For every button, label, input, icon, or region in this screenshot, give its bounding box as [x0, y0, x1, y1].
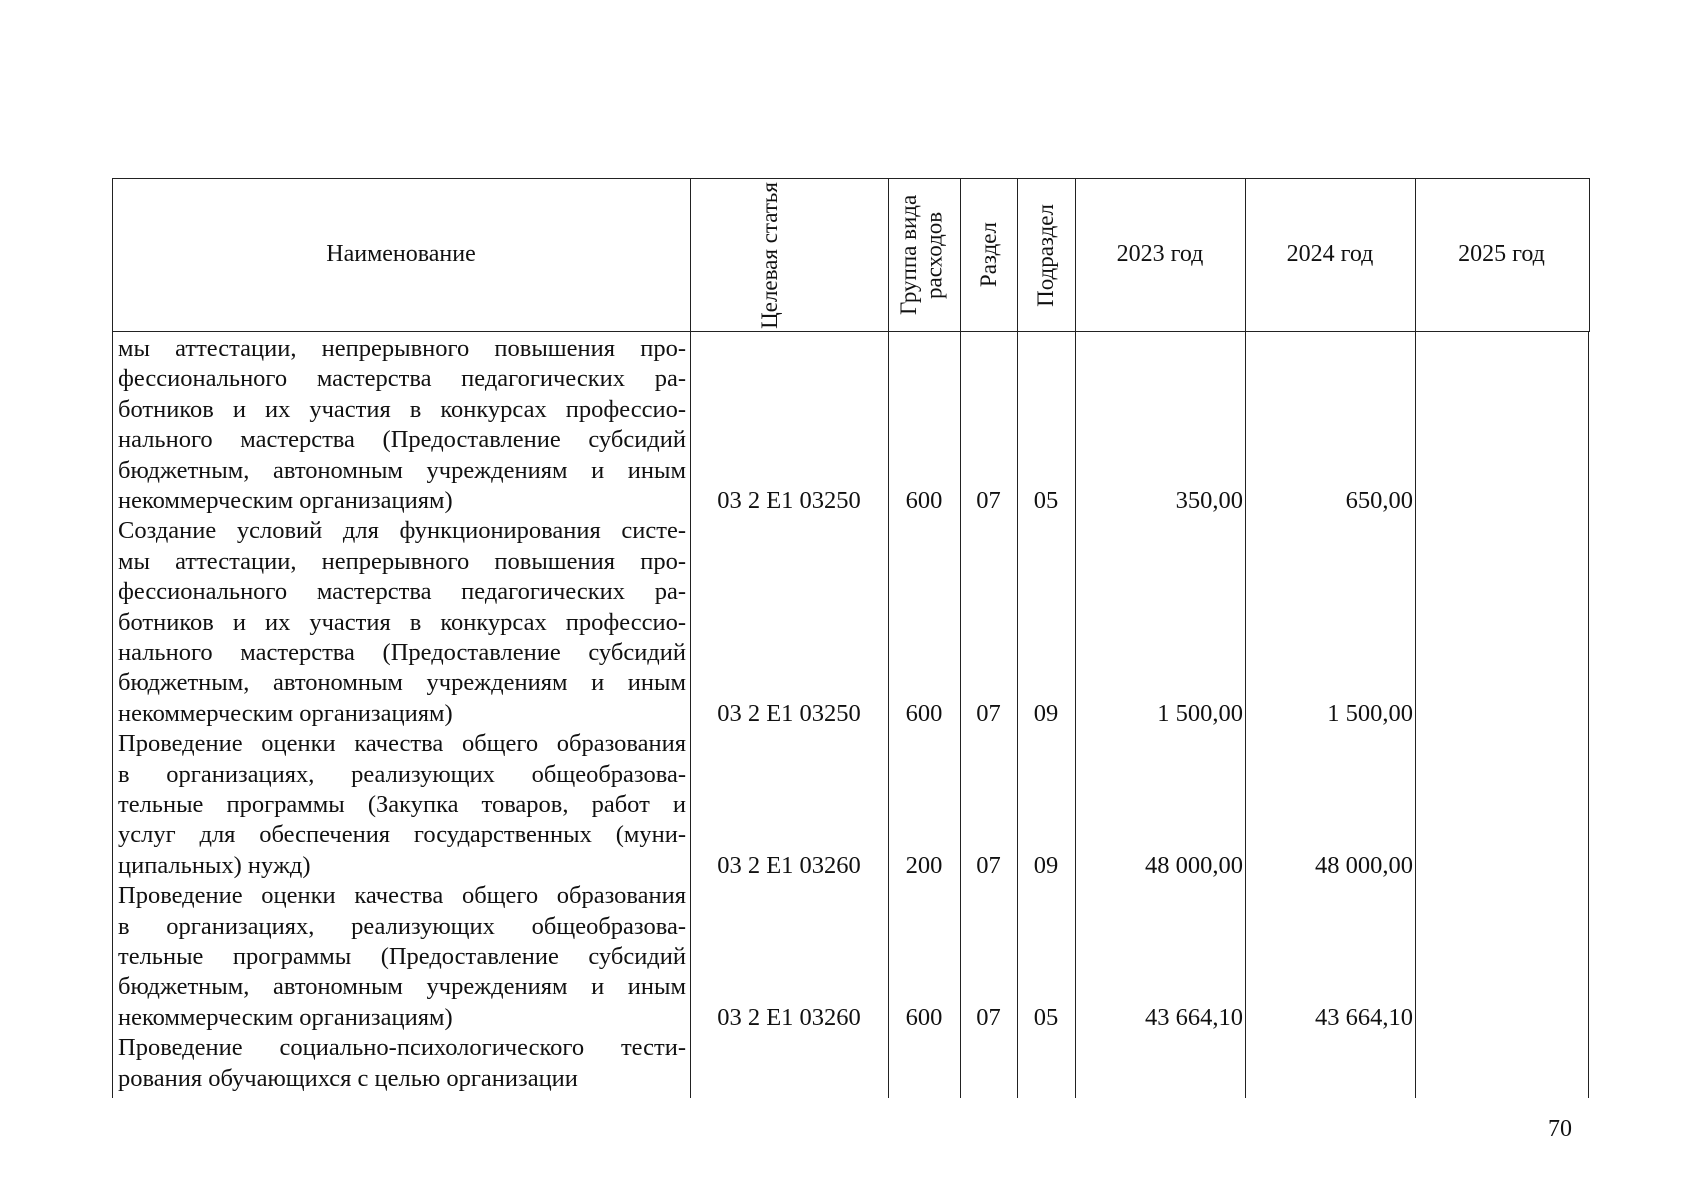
- header-target-article-label: Целевая статья: [757, 181, 782, 329]
- header-subsection: [1017, 178, 1075, 332]
- row-amount-2024: 48 000,00: [1315, 851, 1413, 879]
- header-name-label: Наименование: [326, 241, 476, 268]
- row-amount-2024: 1 500,00: [1327, 699, 1413, 727]
- row-name-line: услуг для обеспечения государственных (муни-: [118, 821, 686, 849]
- row-target-article: 03 2 E1 03250: [717, 699, 861, 727]
- row-name-line: нального мастерства (Предоставление субсидий: [118, 639, 686, 667]
- row-name-line: мы аттестации, непрерывного повышения про-: [118, 547, 686, 575]
- table-row: [112, 334, 1590, 516]
- row-subsection: 09: [1033, 699, 1059, 727]
- page-number: 70: [1548, 1116, 1572, 1142]
- row-name-line: ботников и их участия в конкурсах профессио-: [118, 395, 686, 423]
- row-amount-2024: 650,00: [1345, 487, 1413, 514]
- row-name: [118, 881, 686, 1033]
- row-section: 07: [976, 1003, 1001, 1031]
- row-name-line: Проведение социально-психологического тести-: [118, 1034, 686, 1062]
- row-name-line: ципальных) нужд): [118, 851, 311, 879]
- budget-table: [112, 178, 1590, 1098]
- row-name: [118, 516, 686, 729]
- header-2025: [1415, 178, 1588, 332]
- table-row: [112, 516, 1590, 729]
- row-subsection: 05: [1033, 487, 1059, 514]
- row-name-line: некоммерческим организациям): [118, 487, 453, 515]
- header-2025-label: 2025 год: [1458, 241, 1545, 268]
- row-name-line: Создание условий для функционирования систе-: [118, 517, 686, 545]
- row-expense-group: 600: [905, 487, 943, 514]
- row-name: [118, 334, 686, 516]
- row-subsection: 09: [1033, 851, 1059, 879]
- row-name-line: в организациях, реализующих общеобразова-: [118, 912, 686, 940]
- row-name: [118, 729, 686, 881]
- header-section: [960, 178, 1017, 332]
- row-name-line: бюджетным, автономным учреждениям и иным: [118, 456, 686, 484]
- row-name-line: в организациях, реализующих общеобразова-: [118, 760, 686, 788]
- row-amount-2023: 48 000,00: [1145, 851, 1243, 879]
- row-name-line: Проведение оценки качества общего образования: [118, 882, 686, 910]
- row-name: [118, 1033, 686, 1094]
- row-name-line: тельные программы (Предоставление субсидий: [118, 943, 686, 970]
- row-target-article: 03 2 E1 03250: [717, 487, 861, 514]
- row-name-line: фессионального мастерства педагогических ра-: [118, 578, 686, 606]
- row-name-line: Проведение оценки качества общего образования: [118, 730, 686, 758]
- row-amount-2023: 43 664,10: [1145, 1003, 1243, 1031]
- row-name-line: мы аттестации, непрерывного повышения про-: [118, 335, 686, 362]
- row-name-line: некоммерческим организациям): [118, 699, 453, 727]
- row-section: 07: [976, 851, 1001, 879]
- table-row: [112, 1033, 1590, 1094]
- row-section: 07: [976, 699, 1001, 727]
- row-name-line: рования обучающихся с целью организации: [118, 1064, 578, 1092]
- table-row: [112, 729, 1590, 881]
- header-subsection-label: Подраздел: [1033, 203, 1059, 307]
- row-amount-2023: 1 500,00: [1157, 699, 1243, 727]
- row-expense-group: 600: [905, 699, 943, 727]
- row-section: 07: [976, 487, 1001, 514]
- row-name-line: нального мастерства (Предоставление субсидий: [118, 426, 686, 454]
- table-row: [112, 881, 1590, 1033]
- row-expense-group: 600: [905, 1003, 943, 1031]
- header-target-article: [690, 178, 888, 332]
- row-amount-2023: 350,00: [1175, 487, 1243, 514]
- row-subsection: 05: [1033, 1003, 1059, 1031]
- row-name-line: фессионального мастерства педагогических ра-: [118, 365, 686, 393]
- row-name-line: ботников и их участия в конкурсах профессио-: [118, 608, 686, 636]
- row-name-line: некоммерческим организациям): [118, 1003, 453, 1031]
- row-target-article: 03 2 E1 03260: [717, 851, 861, 879]
- header-2024: [1245, 178, 1415, 332]
- row-name-line: бюджетным, автономным учреждениям и иным: [118, 973, 686, 1001]
- row-target-article: 03 2 E1 03260: [717, 1003, 861, 1031]
- header-2023: [1075, 178, 1245, 332]
- header-expense-group: [888, 178, 960, 332]
- header-2024-label: 2024 год: [1286, 241, 1374, 268]
- row-name-line: бюджетным, автономным учреждениям и иным: [118, 669, 686, 697]
- header-expense-group-label: Группа вида расходов: [896, 194, 947, 316]
- row-amount-2024: 43 664,10: [1315, 1003, 1413, 1031]
- header-section-label: Раздел: [975, 222, 1001, 288]
- header-name: [112, 178, 690, 332]
- table-body: [112, 332, 1590, 1098]
- row-name-line: тельные программы (Закупка товаров, работ и: [118, 791, 686, 818]
- row-expense-group: 200: [905, 851, 943, 879]
- header-2023-label: 2023 год: [1116, 241, 1204, 268]
